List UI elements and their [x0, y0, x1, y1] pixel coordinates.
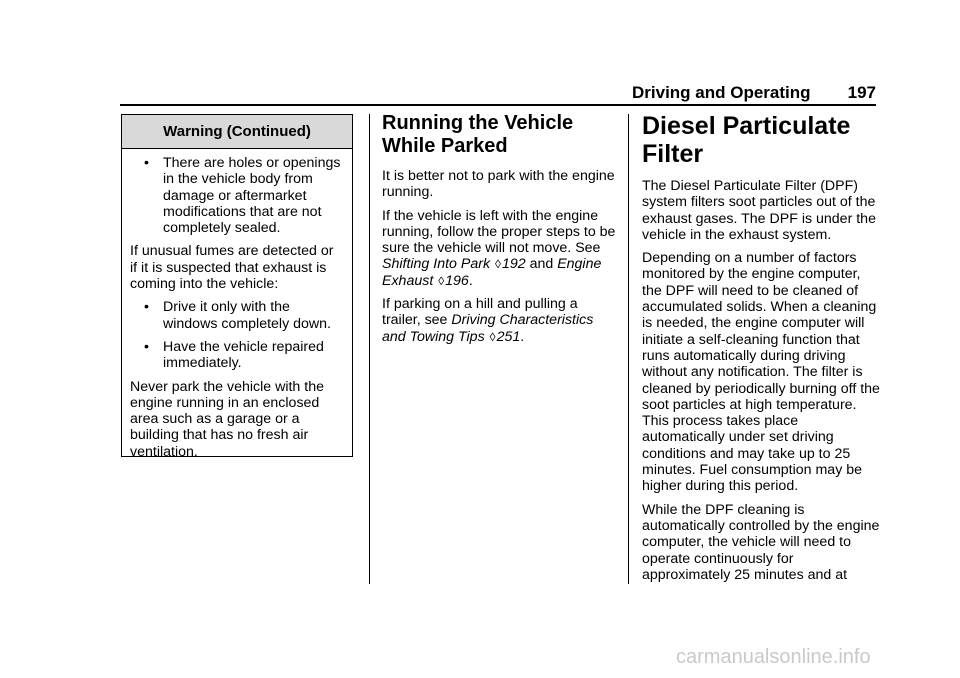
paragraph: The Diesel Particulate Filter (DPF) system filters soot particles out of the exhaust gases. The DPF is under the vehicle in the exhaust system. [642, 178, 876, 243]
paragraph: If the vehicle is left with the engine running, follow the proper steps to be sure the vehicle will not move. See Shifting Into Park ◊192 and Engine Exhaust ◊196. [382, 207, 616, 289]
page-reference[interactable]: 196 [445, 272, 469, 289]
warning-box [121, 114, 353, 460]
bullet-icon: • [144, 338, 149, 355]
warning-bullet: • Have the vehicle repaired immediately. [130, 339, 344, 372]
warning-content [122, 149, 352, 460]
page-reference[interactable]: 192 [501, 256, 526, 273]
cross-reference-link[interactable]: Shifting Into Park [382, 256, 491, 273]
main-heading: Diesel Particulate Filter [642, 112, 851, 168]
section-heading: Running the Vehicle While Parked [382, 112, 574, 157]
watermark: carmanualsonline.info [676, 646, 871, 668]
dpf-section [642, 112, 880, 590]
bullet-icon: • [144, 155, 149, 171]
bullet-icon: • [144, 299, 149, 316]
cross-reference-link[interactable]: Driving Characteristics and Towing Tips [382, 312, 594, 345]
warning-paragraph: If unusual fumes are detected or if it is suspected that exhaust is coming into the vehicle: [130, 243, 334, 293]
page-header [632, 83, 876, 103]
section-title: Driving and Operating [632, 83, 811, 102]
cross-reference-link[interactable]: Engine Exhaust [382, 256, 602, 289]
column-divider-2 [628, 114, 629, 584]
paragraph: Depending on a number of factors monitored by the engine computer, the DPF will need to be cleaned of accumulated solids. When a cleaning is needed, the engine computer will initiate a self-cleaning function that runs automatically during driving without any notification. The filter is cleaned by periodically burning off the soot particles at high temperature. This process takes place automatically under set driving conditions and may take up to 25 minutes. Fuel consumption may be higher during this period. [642, 250, 880, 495]
header-rule [120, 104, 876, 106]
paragraph: It is better not to park with the engine running. [382, 168, 615, 201]
warning-bullet: • There are holes or openings in the vehicle body from damage or aftermarket modifications that are not completely sealed. [130, 155, 344, 236]
warning-bullet: • Drive it only with the windows completely down. [130, 299, 344, 332]
page-reference-icon: ◊ [438, 273, 445, 288]
page-reference-icon: ◊ [495, 257, 501, 272]
paragraph: While the DPF cleaning is automatically controlled by the engine computer, the vehicle will need to operate continuously for approximately 25 minutes and at [642, 501, 880, 583]
warning-title: Warning (Continued) [122, 115, 352, 149]
column-divider-1 [369, 114, 370, 584]
page-reference[interactable]: 251 [496, 328, 521, 345]
page-number: 197 [847, 83, 876, 102]
page-reference-icon: ◊ [489, 329, 496, 344]
warning-paragraph: Never park the vehicle with the engine running in an enclosed area such as a garage or a building that has no fresh air ventilation. [130, 378, 324, 460]
running-parked-section [382, 112, 617, 352]
paragraph: If parking on a hill and pulling a trailer, see Driving Characteristics and Towing Tips ◊251. [382, 296, 594, 345]
